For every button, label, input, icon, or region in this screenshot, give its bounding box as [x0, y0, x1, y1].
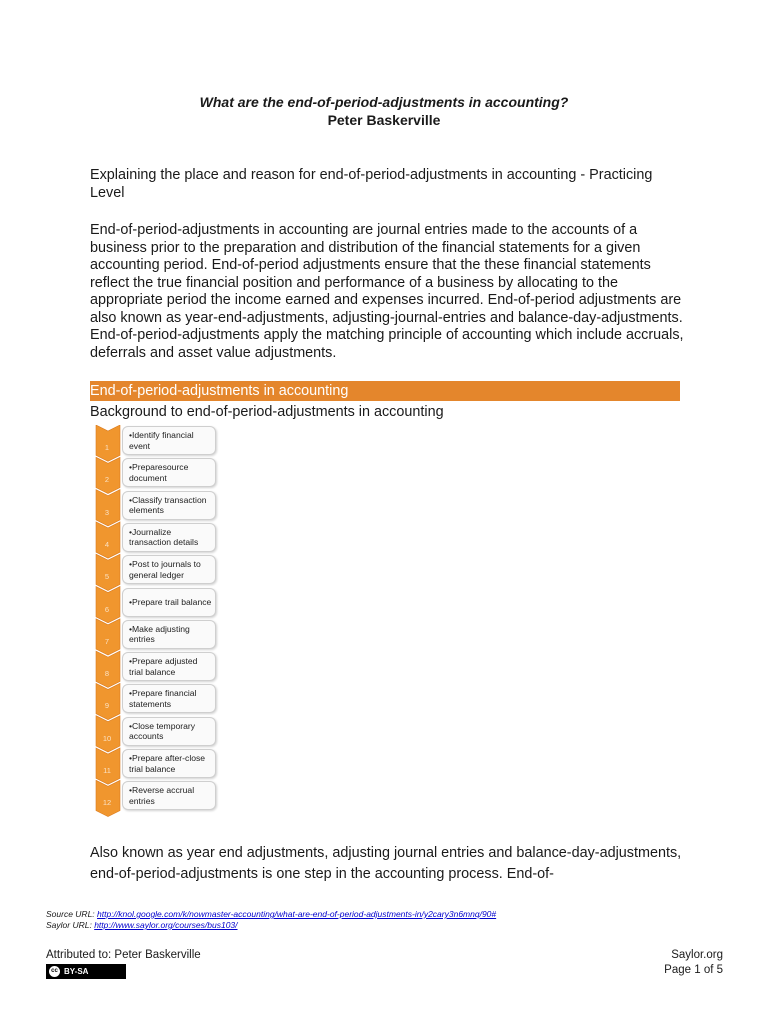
step-box: •Classify transaction elements [122, 491, 216, 520]
license-badge [46, 964, 126, 979]
attribution: Attributed to: Peter Baskerville [46, 949, 201, 961]
step-box: •Journalize transaction details [122, 523, 216, 552]
step-number: 1 [104, 443, 110, 452]
footer-right [664, 948, 723, 978]
saylor-url-label: Saylor URL: [46, 920, 92, 930]
step-box: •Close temporary accounts [122, 717, 216, 746]
accounting-process-diagram [94, 425, 234, 825]
step-box: •Prepare adjusted trial balance [122, 652, 216, 681]
source-url-line [46, 909, 746, 920]
step-box: •Prepare after-close trial balance [122, 749, 216, 778]
step-number: 7 [104, 636, 110, 646]
document-title: What are the end-of-period-adjustments in accounting? [199, 94, 569, 110]
url-block [46, 909, 746, 931]
document-author: Peter Baskerville [327, 112, 441, 128]
step-number: 11 [103, 766, 111, 775]
step-number: 6 [104, 604, 110, 614]
step-box: •Make adjusting entries [122, 620, 216, 649]
step-box: •Identify financial event [122, 426, 216, 455]
step-number: 2 [104, 475, 110, 485]
footer-left [46, 948, 201, 979]
step-number: 5 [104, 572, 110, 582]
step-box: •Post to journals to general ledger [122, 555, 216, 584]
step-box: •Preparesource document [122, 458, 216, 487]
step-number: 3 [104, 507, 110, 517]
site-name: Saylor.org [671, 949, 723, 961]
step-number: 10 [102, 733, 112, 743]
step-number: 9 [104, 701, 110, 711]
step-box: •Prepare financial statements [122, 684, 216, 713]
saylor-url-link[interactable]: http://www.saylor.org/courses/bus103/ [94, 920, 238, 930]
step-number: 8 [104, 669, 110, 679]
source-url-label: Source URL: [46, 909, 95, 919]
step-box: •Reverse accrual entries [122, 781, 216, 810]
page-number: Page 1 of 5 [664, 964, 723, 976]
subheading: Background to end-of-period-adjustments in accounting [90, 404, 444, 420]
body-paragraph: End-of-period-adjustments in accounting are journal entries made to the accounts of a business prior to the preparation and distribution of the financial statements for a given accounting period. End-of-period adjustments ensure that the these financial statements reflect the true financial position and performance of a business by allocating to the appropriate period the income earned and expenses incurred. End-of-period adjustments are also known as year-end-adjustments, adjusting-journal-entries and balance-day-adjustments. End-of-period-adjustments apply the matching principle of accounting which include accruals, deferrals and asset value adjustments. [90, 222, 684, 361]
cc-icon: cc [49, 966, 60, 977]
section-heading: End-of-period-adjustments in accounting [90, 381, 680, 401]
title-block [0, 93, 768, 129]
intro-paragraph: Explaining the place and reason for end-of-period-adjustments in accounting - Practicing Level [90, 167, 653, 201]
source-url-link[interactable]: http://knol.google.com/k/nowmaster-accounting/what-are-end-of-period-adjustments-in/y2cary3n6mnq/90# [97, 909, 497, 919]
step-box: •Prepare trail balance [122, 588, 216, 617]
saylor-url-line [46, 920, 746, 931]
step-number: 12 [102, 798, 112, 808]
step-number: 4 [104, 539, 110, 549]
closing-paragraph: Also known as year end adjustments, adjusting journal entries and balance-day-adjustments, end-of-period-adjustments is one step in the accounting process. End-of- [90, 845, 682, 882]
license-label: BY-SA [64, 967, 89, 976]
